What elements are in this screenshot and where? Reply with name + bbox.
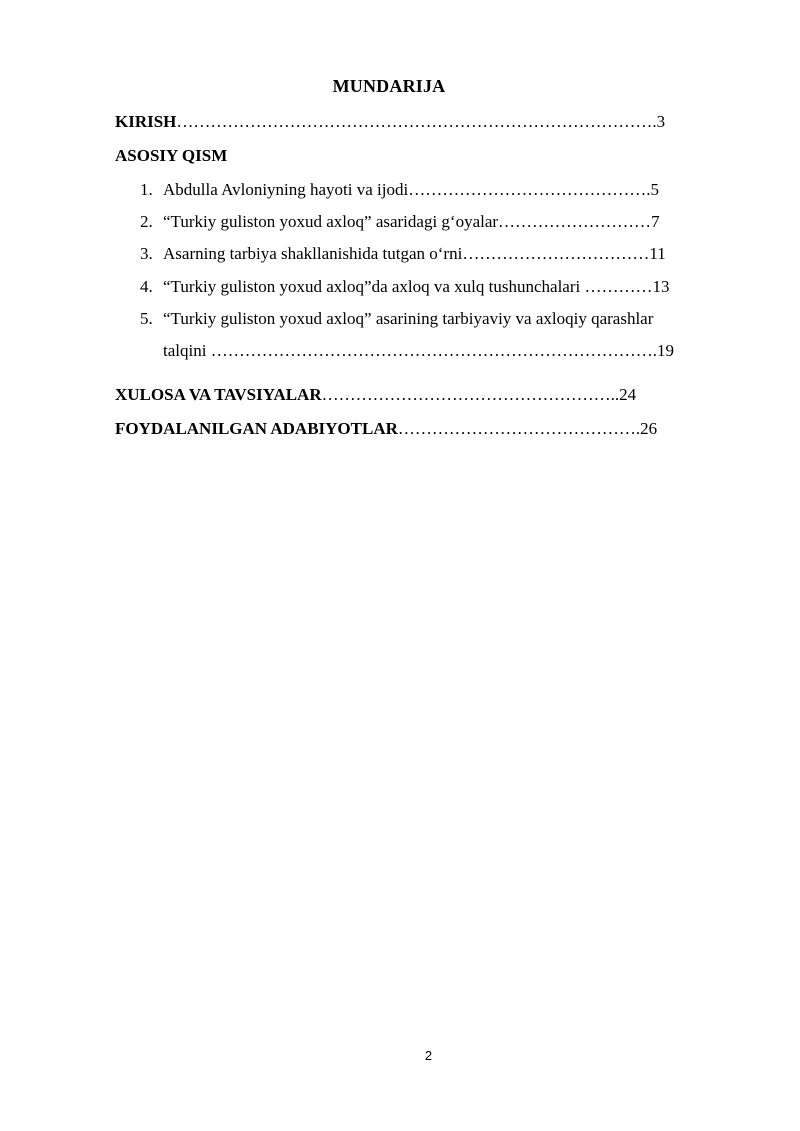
- toc-leader: …………………………………….: [397, 419, 641, 438]
- toc-page-number: 24: [619, 385, 637, 404]
- toc-item-1[interactable]: [140, 180, 659, 200]
- toc-page-number: 19: [656, 341, 674, 360]
- toc-page-number: 7: [651, 212, 660, 231]
- toc-page-number: 3: [656, 112, 666, 131]
- toc-entry-label: FOYDALANILGAN ADABIYOTLAR: [115, 419, 398, 438]
- toc-item-3[interactable]: [140, 244, 666, 264]
- toc-item-2[interactable]: [140, 212, 660, 232]
- toc-item-text: “Turkiy guliston yoxud axloq” asarining tarbiyaviy va axloqiy qarashlar: [163, 309, 654, 328]
- toc-page-number: 11: [649, 244, 666, 263]
- toc-page-number: 26: [640, 419, 658, 438]
- toc-entry-xulosa[interactable]: [115, 385, 636, 405]
- toc-section-heading: ASOSIY QISM: [115, 146, 228, 165]
- toc-leader: ……………………………………………..: [321, 385, 620, 404]
- toc-item-text: “Turkiy guliston yoxud axloq” asaridagi g‘oyalar………………………: [163, 212, 652, 231]
- toc-page-number: .5: [646, 180, 659, 199]
- toc-item-5[interactable]: [140, 309, 653, 329]
- toc-item-text: talqini …………………………………………………………………….: [163, 341, 657, 360]
- toc-entry-label: KIRISH: [115, 112, 177, 131]
- toc-item-number: 3.: [140, 244, 153, 263]
- toc-item-number: 1.: [140, 180, 153, 199]
- toc-entry-label: XULOSA VA TAVSIYALAR: [115, 385, 322, 404]
- toc-item-number: 2.: [140, 212, 153, 231]
- toc-page-number: 13: [652, 277, 670, 296]
- toc-entry-foydalanilgan[interactable]: [115, 419, 657, 439]
- toc-item-4[interactable]: [140, 277, 669, 297]
- toc-item-number: 4.: [140, 277, 153, 296]
- toc-item-number: 5.: [140, 309, 153, 328]
- toc-item-text: Abdulla Avloniyning hayoti va ijodi……………………………………: [163, 180, 647, 199]
- toc-item-text: “Turkiy guliston yoxud axloq”da axloq va xulq tushunchalari …………: [163, 277, 653, 296]
- toc-entry-kirish[interactable]: [115, 112, 665, 132]
- toc-item-text: Asarning tarbiya shakllanishida tutgan o‘rni……………………………: [163, 244, 650, 263]
- page-number: 2: [424, 1048, 433, 1063]
- toc-item-5-continuation[interactable]: [163, 341, 674, 361]
- page-title: MUNDARIJA: [332, 76, 446, 96]
- toc-leader: ………………………………………………………………………….: [176, 112, 657, 131]
